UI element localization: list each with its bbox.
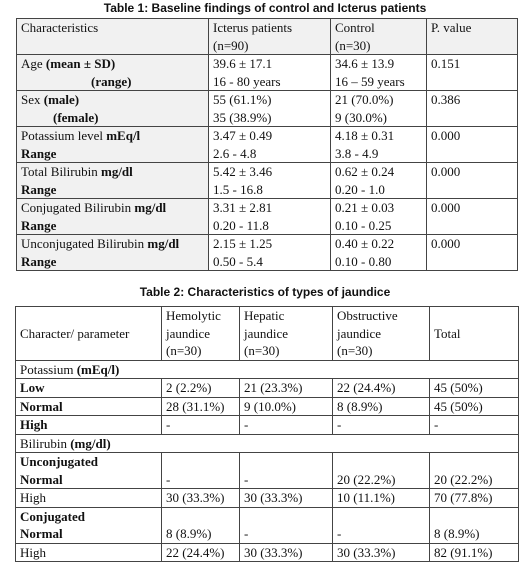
control-value: 0.62 ± 0.24 0.20 - 1.0 xyxy=(331,163,427,199)
p-value: 0.151 xyxy=(427,55,518,91)
header-control: Control (n=30) xyxy=(331,19,427,55)
section-header-potassium xyxy=(16,360,519,379)
row-label: Conjugated Bilirubin mg/dl Range xyxy=(17,199,209,235)
total-value: 70 (77.8%) xyxy=(430,489,519,508)
table-header-row xyxy=(16,307,519,361)
hepatic-value: 21 (23.3%) xyxy=(240,379,333,398)
table-row xyxy=(16,507,519,543)
header-pvalue: P. value xyxy=(427,19,518,55)
row-label: Potassium level mEq/l Range xyxy=(17,127,209,163)
row-label: High xyxy=(16,489,162,508)
hepatic-value: 30 (33.3%) xyxy=(240,543,333,562)
header-hemolytic: Hemolytic jaundice (n=30) xyxy=(162,307,240,361)
total-value: - xyxy=(430,416,519,435)
header-obstructive: Obstructive jaundice (n=30) xyxy=(333,307,430,361)
row-label: Sex (male) (female) xyxy=(17,91,209,127)
baseline-findings-table xyxy=(16,18,518,271)
table-row xyxy=(17,235,518,271)
table-row xyxy=(17,91,518,127)
table2-caption: Table 2: Characteristics of types of jaundice xyxy=(139,285,391,299)
row-label: Unconjugated Bilirubin mg/dl Range xyxy=(17,235,209,271)
header-parameter: Character/ parameter xyxy=(16,307,162,361)
hepatic-value: - xyxy=(240,416,333,435)
table1-caption: Table 1: Baseline findings of control and Icterus patients xyxy=(103,1,427,15)
section-label: Bilirubin (mg/dl) xyxy=(16,434,519,453)
p-value: 0.000 xyxy=(427,235,518,271)
hemolytic-value: 8 (8.9%) xyxy=(162,507,240,543)
header-icterus: Icterus patients (n=90) xyxy=(209,19,331,55)
p-value: 0.000 xyxy=(427,163,518,199)
header-hepatic: Hepatic jaundice (n=30) xyxy=(240,307,333,361)
hemolytic-value: - xyxy=(162,416,240,435)
jaundice-types-table xyxy=(15,306,519,562)
row-label: Unconjugated Normal xyxy=(16,453,162,489)
icterus-value: 5.42 ± 3.46 1.5 - 16.8 xyxy=(209,163,331,199)
icterus-value: 3.47 ± 0.49 2.6 - 4.8 xyxy=(209,127,331,163)
table-row xyxy=(17,55,518,91)
hemolytic-value: 2 (2.2%) xyxy=(162,379,240,398)
p-value: 0.000 xyxy=(427,127,518,163)
total-value: 20 (22.2%) xyxy=(430,453,519,489)
hemolytic-value: 22 (24.4%) xyxy=(162,543,240,562)
row-label: Total Bilirubin mg/dl Range xyxy=(17,163,209,199)
obstructive-value: 22 (24.4%) xyxy=(333,379,430,398)
obstructive-value: - xyxy=(333,507,430,543)
row-label: High xyxy=(16,416,162,435)
table-row xyxy=(16,416,519,435)
icterus-value: 3.31 ± 2.81 0.20 - 11.8 xyxy=(209,199,331,235)
section-label: Potassium (mEq/l) xyxy=(16,360,519,379)
row-label: High xyxy=(16,543,162,562)
control-value: 21 (70.0%) 9 (30.0%) xyxy=(331,91,427,127)
table-row xyxy=(16,489,519,508)
total-value: 82 (91.1%) xyxy=(430,543,519,562)
table-row xyxy=(17,163,518,199)
obstructive-value: 8 (8.9%) xyxy=(333,397,430,416)
hemolytic-value: 30 (33.3%) xyxy=(162,489,240,508)
hepatic-value: - xyxy=(240,453,333,489)
obstructive-value: 30 (33.3%) xyxy=(333,543,430,562)
hemolytic-value: - xyxy=(162,453,240,489)
header-total: Total xyxy=(430,307,519,361)
table-row xyxy=(16,453,519,489)
p-value: 0.386 xyxy=(427,91,518,127)
icterus-value: 2.15 ± 1.25 0.50 - 5.4 xyxy=(209,235,331,271)
obstructive-value: 20 (22.2%) xyxy=(333,453,430,489)
obstructive-value: 10 (11.1%) xyxy=(333,489,430,508)
section-header-bilirubin xyxy=(16,434,519,453)
total-value: 8 (8.9%) xyxy=(430,507,519,543)
table-row xyxy=(16,397,519,416)
table-row xyxy=(16,543,519,562)
total-value: 45 (50%) xyxy=(430,379,519,398)
row-label: Normal xyxy=(16,397,162,416)
control-value: 0.40 ± 0.22 0.10 - 0.80 xyxy=(331,235,427,271)
obstructive-value: - xyxy=(333,416,430,435)
row-label: Conjugated Normal xyxy=(16,507,162,543)
p-value: 0.000 xyxy=(427,199,518,235)
table-row xyxy=(16,379,519,398)
control-value: 34.6 ± 13.9 16 – 59 years xyxy=(331,55,427,91)
control-value: 4.18 ± 0.31 3.8 - 4.9 xyxy=(331,127,427,163)
row-label: Age (mean ± SD) (range) xyxy=(17,55,209,91)
hepatic-value: - xyxy=(240,507,333,543)
icterus-value: 55 (61.1%) 35 (38.9%) xyxy=(209,91,331,127)
hepatic-value: 30 (33.3%) xyxy=(240,489,333,508)
control-value: 0.21 ± 0.03 0.10 - 0.25 xyxy=(331,199,427,235)
table-row xyxy=(17,199,518,235)
icterus-value: 39.6 ± 17.1 16 - 80 years xyxy=(209,55,331,91)
total-value: 45 (50%) xyxy=(430,397,519,416)
table-header-row xyxy=(17,19,518,55)
header-characteristics: Characteristics xyxy=(17,19,209,55)
hepatic-value: 9 (10.0%) xyxy=(240,397,333,416)
hemolytic-value: 28 (31.1%) xyxy=(162,397,240,416)
table-row xyxy=(17,127,518,163)
row-label: Low xyxy=(16,379,162,398)
